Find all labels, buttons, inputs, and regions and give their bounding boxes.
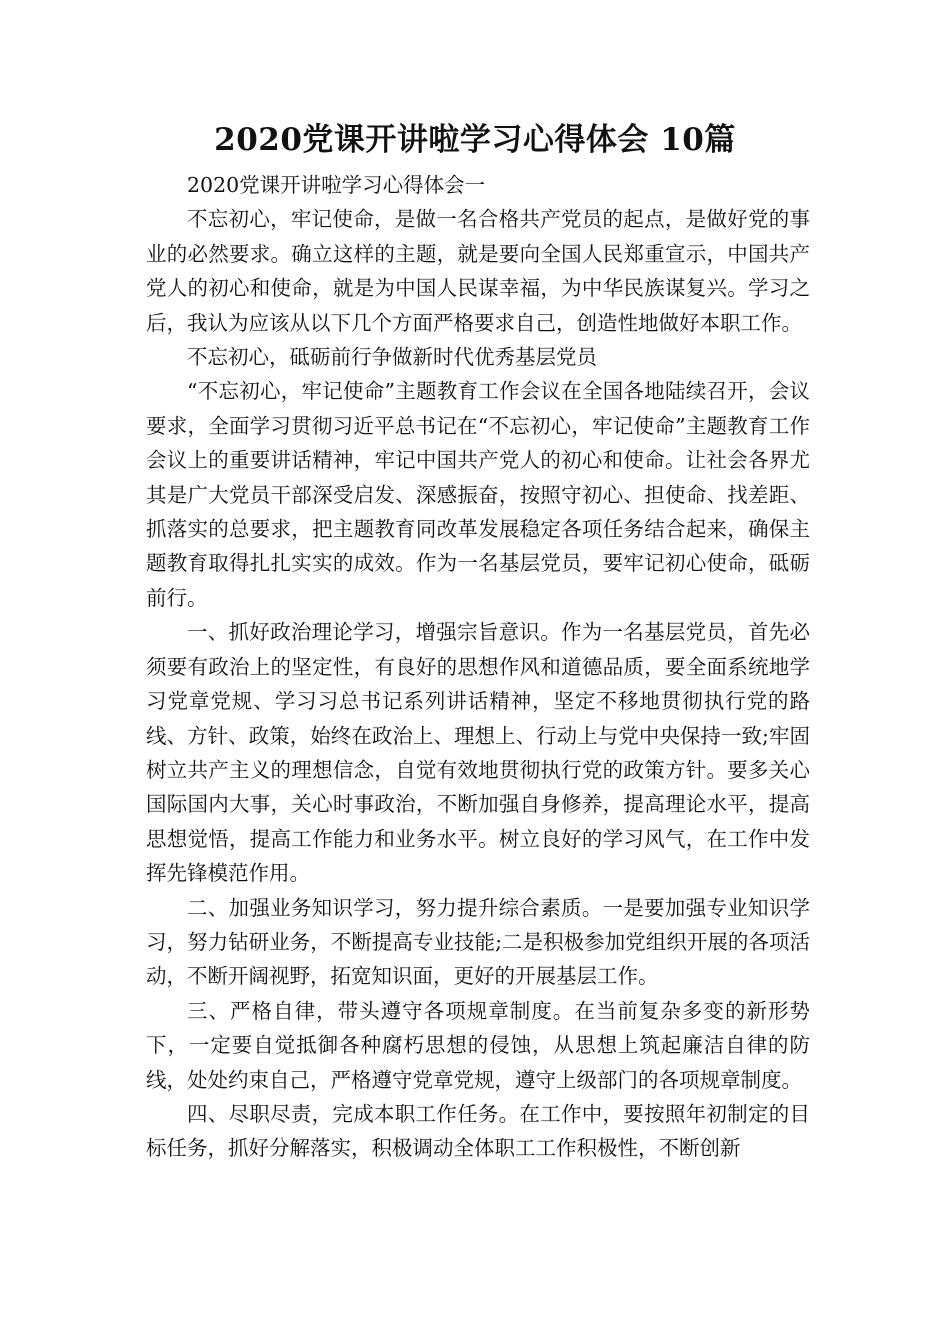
- body-paragraph: 二、加强业务知识学习，努力提升综合素质。一是要加强专业知识学习，努力钻研业务，不断提高专业技能;二是积极参加党组织开展的各项活动，不断开阔视野，拓宽知识面，更好的开展基层工作。: [146, 895, 810, 989]
- section-heading: 2020党课开讲啦学习心得体会一: [187, 173, 486, 197]
- document-title: 2020党课开讲啦学习心得体会 10篇: [214, 122, 736, 158]
- body-paragraph: 不忘初心，牢记使命，是做一名合格共产党员的起点，是做好党的事业的必然要求。确立这样的主题，就是要向全国人民郑重宣示，中国共产党人的初心和使命，就是为中国人民谋幸福，为中华民族谋复兴。学习之后，我认为应该从以下几个方面严格要求自己，创造性地做好本职工作。: [146, 207, 810, 335]
- body-paragraph: “不忘初心，牢记使命”主题教育工作会议在全国各地陆续召开，会议要求，全面学习贯彻习近平总书记在“不忘初心，牢记使命”主题教育工作会议上的重要讲话精神，牢记中国共产党人的初心和使命。让社会各界尤其是广大党员干部深受启发、深感振奋，按照守初心、担使命、找差距、抓落实的总要求，把主题教育同改革发展稳定各项任务结合起来，确保主题教育取得扎扎实实的成效。作为一名基层党员，要牢记初心使命，砥砺前行。: [146, 379, 810, 610]
- body-paragraph: 四、尽职尽责，完成本职工作任务。在工作中，要按照年初制定的目标任务，抓好分解落实，积极调动全体职工工作积极性，不断创新: [146, 1101, 810, 1161]
- subsection-heading: 不忘初心，砥砺前行争做新时代优秀基层党员: [187, 345, 597, 370]
- document-body: [146, 168, 810, 1166]
- body-paragraph: 三、严格自律，带头遵守各项规章制度。在当前复杂多变的新形势下，一定要自觉抵御各种腐朽思想的侵蚀，从思想上筑起廉洁自律的防线，处处约束自己，严格遵守党章党规，遵守上级部门的各项规章制度。: [146, 998, 810, 1092]
- body-paragraph: 一、抓好政治理论学习，增强宗旨意识。作为一名基层党员，首先必须要有政治上的坚定性，有良好的思想作风和道德品质，要全面系统地学习党章党规、学习习总书记系列讲话精神，坚定不移地贯彻执行党的路线、方针、政策，始终在政治上、理想上、行动上与党中央保持一致;牢固树立共产主义的理想信念，自觉有效地贯彻执行党的政策方针。要多关心国际国内大事，关心时事政治，不断加强自身修养，提高理论水平，提高思想觉悟，提高工作能力和业务水平。树立良好的学习风气，在工作中发挥先锋模范作用。: [146, 620, 810, 886]
